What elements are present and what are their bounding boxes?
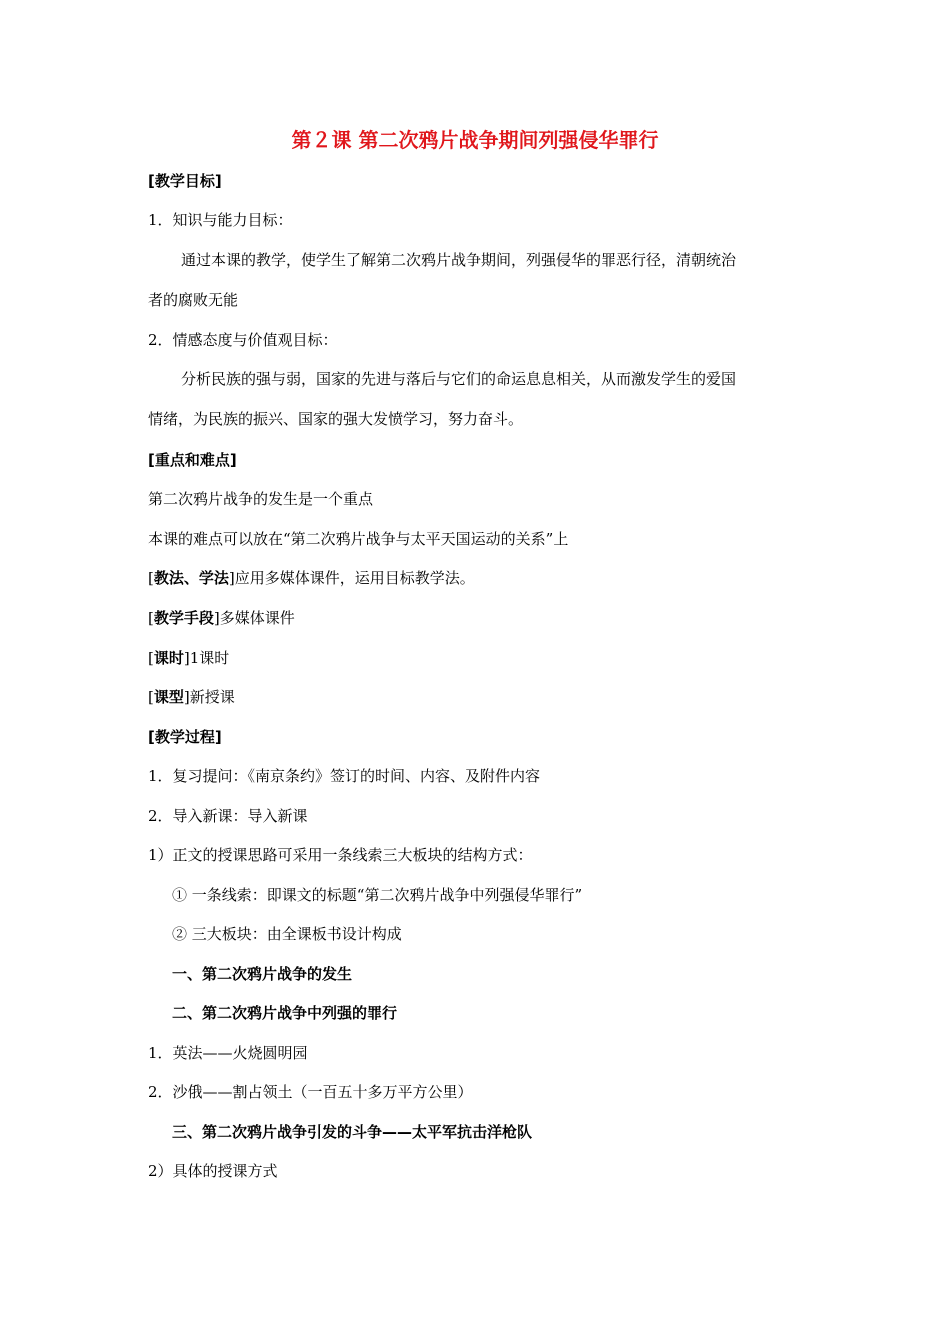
- bracket-close: ]: [183, 688, 190, 706]
- bracket-open: [: [148, 569, 154, 587]
- keypoints-heading: [重点和难点]: [148, 451, 237, 469]
- process-heading: [教学过程]: [148, 728, 222, 746]
- method-row: [148, 567, 475, 589]
- board-heading-1: 一、第二次鸦片战争的发生: [172, 965, 353, 983]
- bracket-open: [: [148, 609, 154, 627]
- hours-label: 课时: [153, 649, 184, 667]
- type-row: [148, 686, 235, 708]
- bracket-close: ]: [183, 649, 190, 667]
- means-label: 教学手段: [153, 609, 214, 627]
- lesson-title: 第２课 第二次鸦片战争期间列强侵华罪行: [291, 128, 659, 152]
- bracket-open: [: [148, 649, 154, 667]
- method-label: 教法、学法: [153, 569, 229, 587]
- objective-1-text: 通过本课的教学，使学生了解第二次鸦片战争期间，列强侵华的罪恶行径，清朝统治: [181, 251, 737, 269]
- bracket-close: ]: [228, 569, 235, 587]
- objective-2-text-cont: 情绪，为民族的振兴、国家的强大发愤学习，努力奋斗。: [148, 410, 524, 428]
- specific-method: 2）具体的授课方式: [148, 1162, 278, 1180]
- three-blocks: ② 三大板块：由全课板书设计构成: [172, 925, 402, 943]
- hours-text: 1课时: [189, 649, 230, 667]
- method-text: 应用多媒体课件，运用目标教学法。: [234, 569, 475, 587]
- keypoint-text: 第二次鸦片战争的发生是一个重点: [148, 490, 374, 508]
- objective-1-label: 1．知识与能力目标：: [148, 211, 293, 229]
- difficulty-text: 本课的难点可以放在“第二次鸦片战争与太平天国运动的关系”上: [148, 530, 569, 548]
- objective-1-text-cont: 者的腐败无能: [148, 291, 239, 309]
- crime-item-1: 1．英法——火烧圆明园: [148, 1044, 308, 1062]
- process-step-2: 2．导入新课：导入新课: [148, 807, 308, 825]
- one-thread: ① 一条线索：即课文的标题“第二次鸦片战争中列强侵华罪行”: [172, 886, 583, 904]
- bracket-open: [: [148, 688, 154, 706]
- objective-2-text: 分析民族的强与弱，国家的先进与落后与它们的命运息息相关，从而激发学生的爱国: [181, 370, 737, 388]
- objective-2-label: 2．情感态度与价值观目标：: [148, 331, 338, 349]
- hours-row: [148, 647, 229, 669]
- board-heading-2: 二、第二次鸦片战争中列强的罪行: [172, 1004, 398, 1022]
- bracket-close: ]: [213, 609, 220, 627]
- objectives-heading: [教学目标]: [148, 172, 222, 190]
- crime-item-2: 2．沙俄——割占领土（一百五十多万平方公里）: [148, 1083, 473, 1101]
- means-text: 多媒体课件: [219, 609, 295, 627]
- board-heading-3: 三、第二次鸦片战争引发的斗争——太平军抗击洋枪队: [172, 1123, 533, 1141]
- type-label: 课型: [153, 688, 184, 706]
- type-text: 新授课: [189, 688, 235, 706]
- process-step-1: 1．复习提问：《南京条约》签订的时间、内容、及附件内容: [148, 767, 541, 785]
- teaching-approach: 1）正文的授课思路可采用一条线索三大板块的结构方式：: [148, 846, 533, 864]
- means-row: [148, 607, 295, 629]
